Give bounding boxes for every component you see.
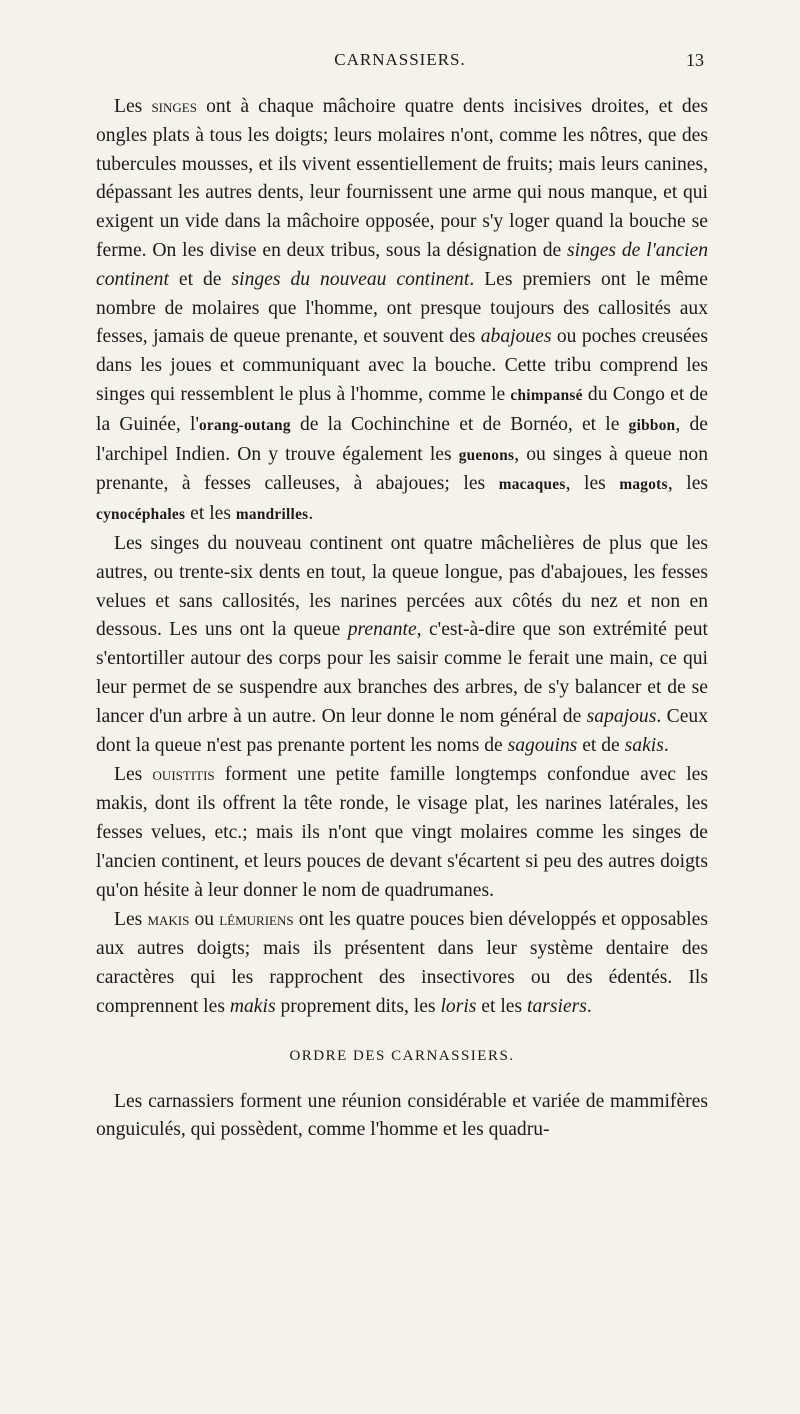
text-run: . Les premiers ont le même nombre de molaires que l'homme, ont presque toujours des callosités aux fesses, jamais de queue prenante, et souvent des <box>96 268 708 348</box>
paragraph-singes <box>96 92 708 530</box>
text-run: . <box>586 995 592 1017</box>
text-run: ou <box>189 909 220 931</box>
term-guenons: guenons <box>458 446 515 464</box>
term-singes: singes <box>151 96 197 116</box>
term-nouveau-continent: singes du nouveau continent <box>231 268 470 290</box>
section-title: ORDRE DES CARNASSIERS. <box>289 1047 515 1064</box>
term-makis-heading: makis <box>147 909 190 930</box>
term-sakis: sakis <box>624 734 664 756</box>
text-run: Les <box>114 764 153 786</box>
term-ancien-continent: singes de l'ancien continent <box>96 239 709 290</box>
text-run: . <box>308 503 314 525</box>
text-run: . Ceux dont la queue n'est pas prenante portent les noms de <box>96 705 708 756</box>
text-run: ou poches creusées dans les joues et communiquant avec la bouche. Cette tribu comprend les singes qui ressemblent le plus à l'homme, comme le <box>96 326 708 405</box>
text-run: Les singes du nouveau continent ont quatre mâchelières de plus que les autres, ou trente-six dents en tout, la queue longue, pas d'abajoues, les fesses velues et sans callosités, les narines percées aux côtés du nez et non en dessous. Les uns ont la queue <box>96 532 708 641</box>
text-run: de la Cochinchine et de Bornéo, et le <box>290 413 629 435</box>
text-run: , les <box>565 473 620 495</box>
term-tarsiers: tarsiers <box>527 995 587 1017</box>
text-run: du Congo et de la Guinée, l' <box>96 383 708 435</box>
text-run: ont les quatre pouces bien développés et opposables aux autres doigts; mais ils présentent dans leur système dentaire des caractères qui les rapprochent des insectivores ou des édentés. Ils comprennent les <box>96 909 708 1017</box>
term-loris: loris <box>440 995 477 1017</box>
text-run: Les <box>114 909 148 931</box>
body-text <box>96 92 708 1145</box>
text-run: ont à chaque mâchoire quatre dents incisives droites, et des ongles plats à tous les doigts; leurs molaires n'ont, comme les nôtres, que des tubercules mousses, et ils vivent essentiellement de fruits; mais leurs canines, dépassant les autres dents, leur fournissent une arme qui nous manque, et qui exigent un vide dans la mâchoire opposée, pour s'y loger quand la bouche se ferme. On les divise en deux tribus, sous la désignation de <box>96 96 708 261</box>
text-run: , les <box>667 473 709 495</box>
term-macaques: macaques <box>498 476 566 494</box>
paragraph-makis <box>96 905 708 1021</box>
term-lemuriens: lémuriens <box>219 909 294 930</box>
paragraph-nouveau-continent <box>96 530 708 760</box>
text-run: et de <box>168 268 232 290</box>
term-magots: magots <box>619 476 668 494</box>
term-mandrilles: mandrilles <box>235 506 309 524</box>
text-run: et de <box>577 734 625 756</box>
text-run: Les carnassiers forment une réunion considérable et variée de mammifères onguiculés, qui possèdent, comme l'homme et les quadru- <box>96 1090 708 1141</box>
term-abajoues: abajoues <box>480 326 552 348</box>
text-run: et les <box>185 503 236 525</box>
text-run: , c'est-à-dire que son extrémité peut s'entortiller autour des corps pour les saisir comme le ferait une main, ce qui leur permet de se suspendre aux branches des arbres, de s'y balancer et de se lancer d'un arbre à un autre. On leur donne le nom général de <box>96 619 708 727</box>
term-sagouins: sagouins <box>507 734 578 756</box>
text-run: et les <box>476 995 528 1017</box>
page-number: 13 <box>686 50 704 70</box>
term-sapajous: sapajous <box>586 705 657 727</box>
paragraph-carnassiers <box>96 1088 708 1146</box>
running-head <box>96 50 704 80</box>
text-run: , de l'archipel Indien. On y trouve également les <box>96 413 709 465</box>
text-run: proprement dits, les <box>275 995 441 1017</box>
text-run: Les <box>114 96 152 117</box>
term-prenante: prenante <box>347 619 417 641</box>
paragraph-ouistitis <box>96 760 708 905</box>
term-chimpanse: chimpansé <box>510 386 583 404</box>
term-gibbon: gibbon <box>628 416 676 434</box>
term-makis: makis <box>229 995 276 1017</box>
term-ouistitis: ouistitis <box>152 764 215 785</box>
text-run: , ou singes à queue non prenante, à fesses calleuses, à abajoues; les <box>96 443 709 495</box>
text-run: . <box>663 734 669 756</box>
text-run: forment une petite famille longtemps confondue avec les makis, dont ils offrent la tête ronde, le visage plat, les narines latérales, les fesses velues, etc.; mais ils n'ont que vingt molaires comme les singes de l'ancien continent, et leurs pouces de devant s'écartent si peu des autres doigts qu'on hésite à leur donner le nom de quadrumanes. <box>96 764 708 901</box>
term-cynocephales: cynocéphales <box>96 506 186 524</box>
term-orang-outang: orang-outang <box>198 416 291 434</box>
running-title: CARNASSIERS. <box>334 50 466 69</box>
